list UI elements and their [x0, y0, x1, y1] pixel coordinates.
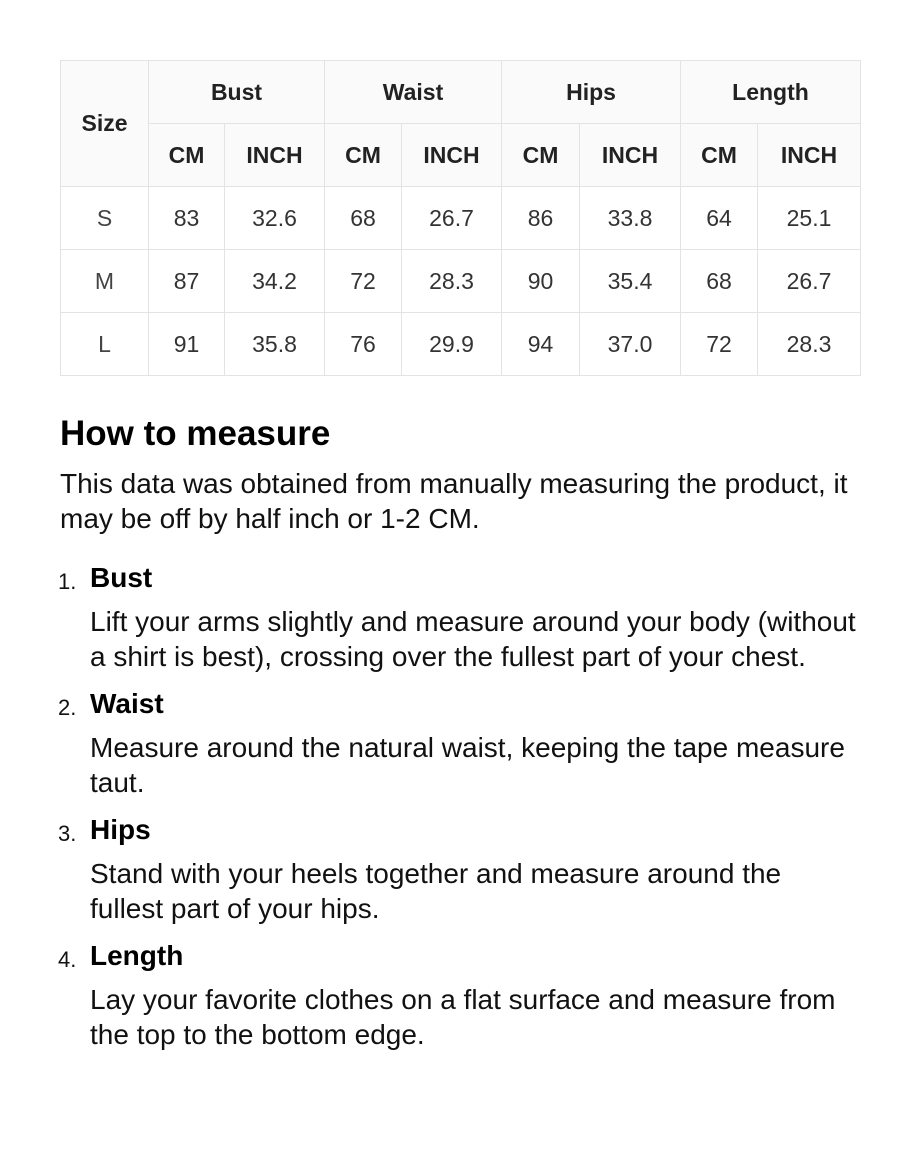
table-row: [61, 250, 861, 313]
item-description: Lay your favorite clothes on a flat surface and measure from the top to the bottom edge.: [90, 984, 836, 1050]
item-description: Stand with your heels together and measure around the fullest part of your hips.: [90, 858, 782, 924]
table-header-row-groups: [61, 61, 861, 124]
group-header-waist: Waist: [325, 61, 502, 124]
table-cell: 29.9: [402, 313, 502, 376]
table-cell: 35.4: [580, 250, 681, 313]
table-cell: 76: [325, 313, 402, 376]
table-cell: 26.7: [402, 187, 502, 250]
measure-list: [60, 560, 860, 1052]
unit-header-cm: CM: [325, 124, 402, 187]
unit-header-inch: INCH: [402, 124, 502, 187]
group-header-hips: Hips: [502, 61, 681, 124]
table-cell: 28.3: [758, 313, 861, 376]
table-cell: 94: [502, 313, 580, 376]
table-cell: 25.1: [758, 187, 861, 250]
list-item-waist: [60, 686, 860, 800]
table-row: [61, 187, 861, 250]
table-cell: 83: [149, 187, 225, 250]
size-chart-table: [60, 60, 861, 376]
table-cell: 68: [681, 250, 758, 313]
item-description: Lift your arms slightly and measure around your body (without a shirt is best), crossing over the fullest part of your chest.: [90, 606, 856, 672]
unit-header-inch: INCH: [225, 124, 325, 187]
item-description: Measure around the natural waist, keeping the tape measure taut.: [90, 732, 845, 798]
table-cell: 72: [325, 250, 402, 313]
size-label: S: [61, 187, 149, 250]
unit-header-cm: CM: [681, 124, 758, 187]
table-cell: 87: [149, 250, 225, 313]
section-title: How to measure: [60, 414, 331, 453]
size-label: L: [61, 313, 149, 376]
how-to-measure-section: [60, 412, 860, 1064]
table-cell: 91: [149, 313, 225, 376]
intro-paragraph: This data was obtained from manually measuring the product, it may be off by half inch or 1-2 CM.: [60, 468, 848, 534]
table-cell: 34.2: [225, 250, 325, 313]
item-title: Hips: [90, 814, 151, 845]
table-cell: 28.3: [402, 250, 502, 313]
size-label: M: [61, 250, 149, 313]
table-cell: 90: [502, 250, 580, 313]
item-title: Length: [90, 940, 184, 971]
unit-header-cm: CM: [502, 124, 580, 187]
group-header-bust: Bust: [149, 61, 325, 124]
list-number: 3.: [58, 821, 77, 846]
table-cell: 33.8: [580, 187, 681, 250]
table-cell: 35.8: [225, 313, 325, 376]
list-number: 4.: [58, 947, 77, 972]
table-row: [61, 313, 861, 376]
item-title: Waist: [90, 688, 164, 719]
table-cell: 86: [502, 187, 580, 250]
item-title: Bust: [90, 562, 153, 593]
list-number: 2.: [58, 695, 77, 720]
table-header-row-units: [61, 124, 861, 187]
list-item-length: [60, 938, 860, 1052]
list-item-hips: [60, 812, 860, 926]
unit-header-cm: CM: [149, 124, 225, 187]
unit-header-inch: INCH: [758, 124, 861, 187]
table-cell: 26.7: [758, 250, 861, 313]
list-item-bust: [60, 560, 860, 674]
table-cell: 37.0: [580, 313, 681, 376]
unit-header-inch: INCH: [580, 124, 681, 187]
table-cell: 64: [681, 187, 758, 250]
group-header-length: Length: [681, 61, 861, 124]
table-cell: 32.6: [225, 187, 325, 250]
list-number: 1.: [58, 569, 77, 594]
table-cell: 72: [681, 313, 758, 376]
size-column-header: Size: [61, 61, 149, 187]
table-cell: 68: [325, 187, 402, 250]
